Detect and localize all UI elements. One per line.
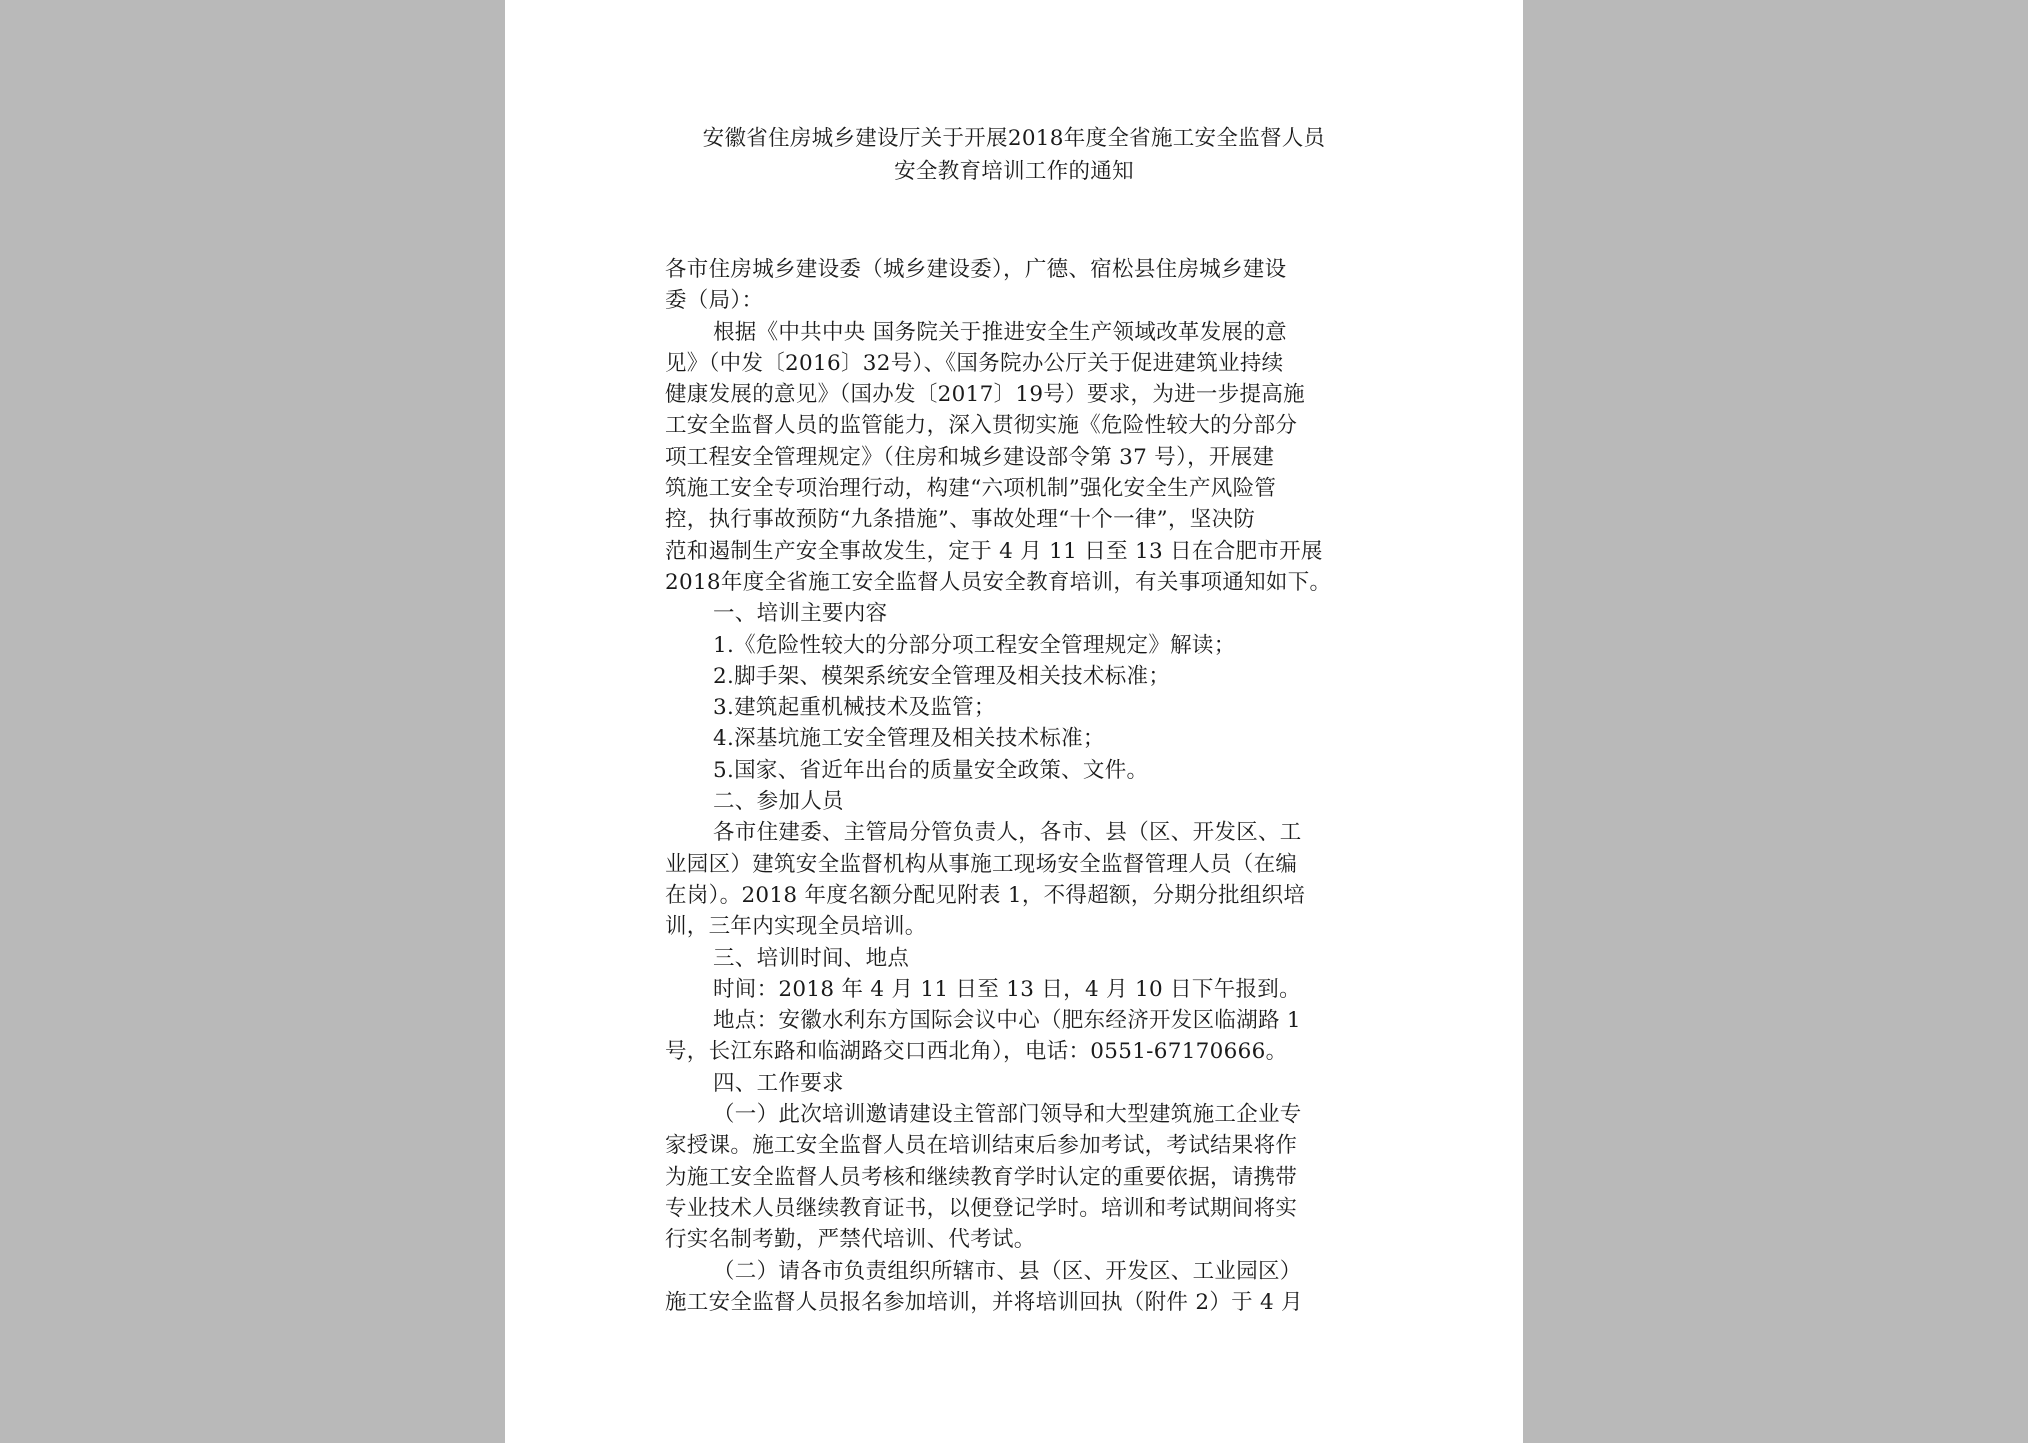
- body-line: 行实名制考勤，严禁代培训、代考试。: [665, 1227, 1036, 1253]
- title-line-2: 安全教育培训工作的通知: [894, 159, 1134, 184]
- body-line: 号，长江东路和临湖路交口西北角），电话：0551-67170666。: [665, 1039, 1288, 1065]
- body-line: 项工程安全管理规定》（住房和城乡建设部令第 37 号），开展建: [665, 444, 1275, 470]
- body-line: 2018年度全省施工安全监督人员安全教育培训，有关事项通知如下。: [665, 569, 1332, 595]
- body-line: 四、工作要求: [713, 1070, 844, 1096]
- body-line: 三、培训时间、地点: [713, 945, 910, 971]
- body-line: 见》（中发〔2016〕32号）、《国务院办公厅关于促进建筑业持续: [665, 350, 1284, 376]
- body-line: 家授课。施工安全监督人员在培训结束后参加考试，考试结果将作: [665, 1133, 1298, 1159]
- body-line: 各市住建委、主管局分管负责人，各市、县（区、开发区、工: [713, 820, 1302, 846]
- body-line: 各市住房城乡建设委（城乡建设委），广德、宿松县住房城乡建设: [665, 257, 1287, 282]
- title-line-1: 安徽省住房城乡建设厅关于开展2018年度全省施工安全监督人员: [702, 126, 1326, 151]
- body-line: 业园区）建筑安全监督机构从事施工现场安全监督管理人员（在编: [665, 851, 1298, 877]
- document-page: [505, 0, 1523, 1443]
- body-line: 一、培训主要内容: [713, 601, 888, 627]
- body-line: 5.国家、省近年出台的质量安全政策、文件。: [713, 757, 1149, 783]
- body-line: 地点：安徽水利东方国际会议中心（肥东经济开发区临湖路 1: [713, 1008, 1301, 1034]
- body-line: 范和遏制生产安全事故发生，定于 4 月 11 日至 13 日在合肥市开展: [665, 538, 1323, 564]
- body-line: 4.深基坑施工安全管理及相关技术标准；: [713, 726, 1105, 752]
- body-line: 为施工安全监督人员考核和继续教育学时认定的重要依据，请携带: [665, 1164, 1298, 1190]
- body-line: 训，三年内实现全员培训。: [665, 914, 927, 940]
- body-line: 施工安全监督人员报名参加培训，并将培训回执（附件 2）于 4 月: [665, 1289, 1303, 1315]
- body-line: 1.《危险性较大的分部分项工程安全管理规定》解读；: [713, 632, 1236, 658]
- body-line: 二、参加人员: [713, 789, 844, 815]
- body-line: 筑施工安全专项治理行动，构建“六项机制”强化安全生产风险管: [665, 476, 1277, 502]
- body-line: 3.建筑起重机械技术及监管；: [713, 695, 996, 721]
- body-line: 工安全监督人员的监管能力，深入贯彻实施《危险性较大的分部分: [665, 413, 1298, 439]
- document-title: [505, 122, 1523, 188]
- body-line: 健康发展的意见》（国办发〔2017〕19号）要求，为进一步提高施: [665, 382, 1305, 408]
- body-line: 控，执行事故预防“九条措施”、事故处理“十个一律”，坚决防: [665, 507, 1256, 533]
- document-body: [665, 254, 1355, 1318]
- body-line: 根据《中共中央 国务院关于推进安全生产领域改革发展的意: [713, 319, 1287, 345]
- body-line: （一）此次培训邀请建设主管部门领导和大型建筑施工企业专: [713, 1102, 1302, 1128]
- body-line: 2.脚手架、模架系统安全管理及相关技术标准；: [713, 663, 1171, 689]
- body-line: 专业技术人员继续教育证书，以便登记学时。培训和考试期间将实: [665, 1195, 1298, 1221]
- body-line: （二）请各市负责组织所辖市、县（区、开发区、工业园区）: [713, 1258, 1302, 1284]
- body-line: 委（局）：: [665, 288, 764, 314]
- body-line: 时间：2018 年 4 月 11 日至 13 日，4 月 10 日下午报到。: [713, 976, 1301, 1002]
- body-line: 在岗）。2018 年度名额分配见附表 1，不得超额，分期分批组织培: [665, 882, 1306, 908]
